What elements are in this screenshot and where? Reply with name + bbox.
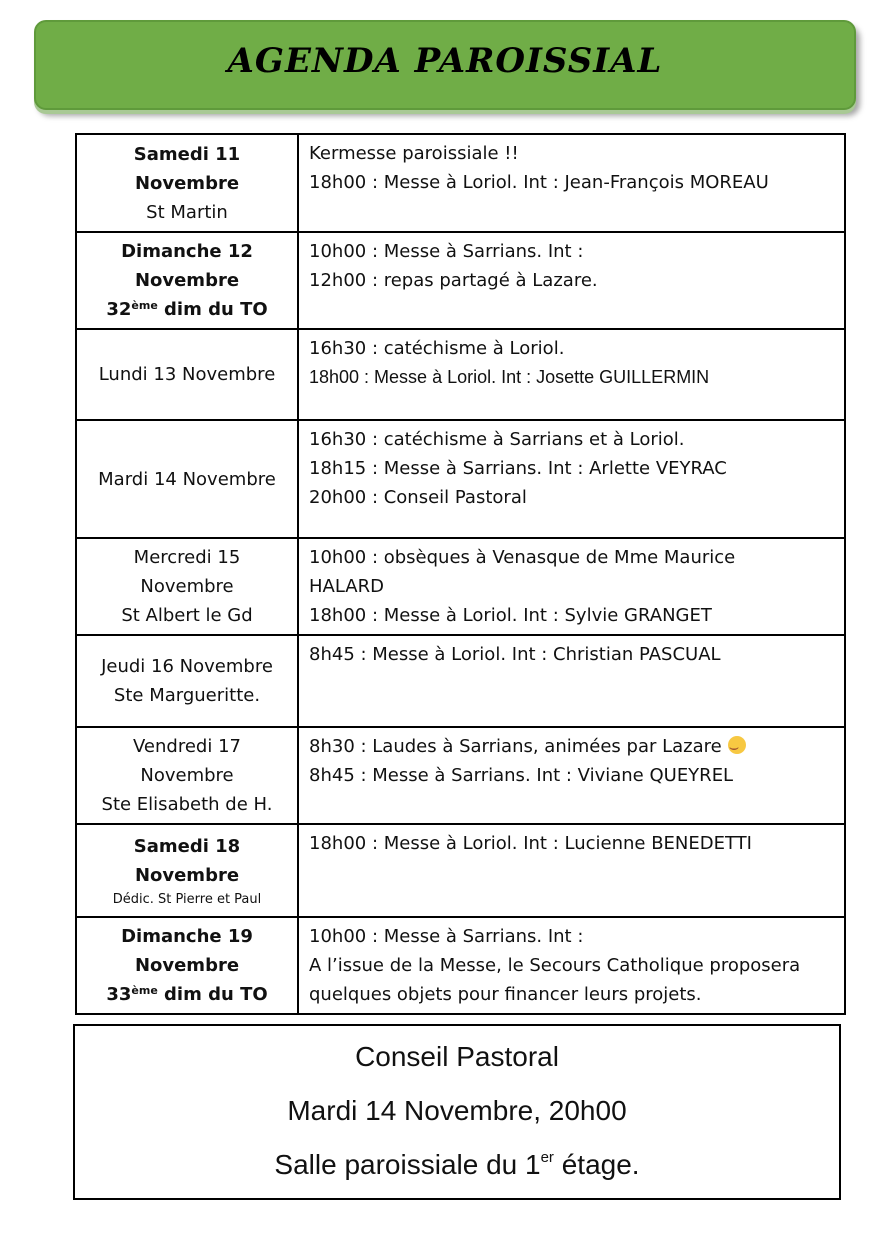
- day-label: Vendredi 17: [133, 736, 241, 757]
- notice-title: Conseil Pastoral: [355, 1041, 559, 1072]
- event-line: 12h00 : repas partagé à Lazare.: [309, 270, 598, 291]
- event-line: quelques objets pour financer leurs projets.: [309, 984, 702, 1005]
- event-line: [309, 732, 834, 761]
- day-saint: Ste Elisabeth de H.: [101, 794, 273, 815]
- events-cell: [298, 727, 845, 824]
- day-month: Novembre: [140, 576, 234, 597]
- ordinal-suffix: ème: [131, 984, 158, 997]
- event-line: 18h00 : Messe à Loriol. Int : Sylvie GRANGET: [309, 605, 712, 626]
- ordinal-suffix: er: [540, 1149, 554, 1166]
- event-line: 18h00 : Messe à Loriol. Int : Josette GUILLERMIN: [309, 367, 710, 387]
- table-row: [76, 824, 845, 917]
- notice-date: Mardi 14 Novembre, 20h00: [287, 1095, 627, 1126]
- day-cell: [76, 635, 298, 727]
- table-row: [76, 917, 845, 1014]
- notice-box: [73, 1024, 841, 1200]
- event-line: 10h00 : obsèques à Venasque de Mme Maurice: [309, 547, 736, 568]
- events-cell: [298, 232, 845, 329]
- notice-place: [75, 1138, 839, 1192]
- day-liturgy: [77, 295, 297, 324]
- day-cell: [76, 329, 298, 420]
- events-cell: [298, 917, 845, 1014]
- smiley-face-icon: [728, 736, 746, 754]
- event-line: 10h00 : Messe à Sarrians. Int :: [309, 926, 584, 947]
- events-cell: [298, 420, 845, 538]
- day-label: Lundi 13 Novembre: [98, 364, 276, 385]
- day-liturgy: [77, 980, 297, 1009]
- agenda-table: [75, 133, 846, 1015]
- day-cell: [76, 917, 298, 1014]
- notice-place-text: Salle paroissiale du 1: [274, 1149, 541, 1180]
- day-label: Samedi 11: [133, 143, 241, 165]
- event-line: 10h00 : Messe à Sarrians. Int :: [309, 241, 584, 262]
- event-line: 18h00 : Messe à Loriol. Int : Lucienne BENEDETTI: [309, 833, 752, 854]
- table-row: [76, 134, 845, 232]
- table-row: [76, 635, 845, 727]
- day-saint: St Albert le Gd: [121, 605, 253, 626]
- day-label: Dimanche 19: [121, 926, 253, 947]
- table-row: [76, 420, 845, 538]
- day-label: Mardi 14 Novembre: [98, 468, 276, 490]
- sunday-label: dim du TO: [157, 299, 268, 320]
- event-line: 18h00 : Messe à Loriol. Int : Jean-François MOREAU: [309, 172, 769, 193]
- day-label: Mercredi 15: [133, 547, 241, 568]
- event-line: A l’issue de la Messe, le Secours Catholique proposera: [309, 955, 801, 976]
- sunday-label: dim du TO: [157, 984, 268, 1005]
- event-line: 18h15 : Messe à Sarrians. Int : Arlette VEYRAC: [309, 458, 727, 479]
- day-cell: [76, 232, 298, 329]
- day-saint: Dédic. St Pierre et Paul: [112, 891, 262, 907]
- day-saint: St Martin: [146, 201, 228, 223]
- day-cell: [76, 538, 298, 635]
- table-row: [76, 232, 845, 329]
- header-banner: [34, 20, 856, 110]
- events-cell: [298, 538, 845, 635]
- events-cell: [298, 824, 845, 917]
- notice-place-floor: étage.: [553, 1149, 640, 1180]
- table-row: [76, 329, 845, 420]
- day-month: Novembre: [134, 172, 240, 194]
- event-line: HALARD: [309, 576, 384, 597]
- day-month: Novembre: [134, 270, 240, 291]
- sunday-number: 33: [106, 984, 132, 1005]
- event-line: 16h30 : catéchisme à Sarrians et à Loriol.: [309, 429, 685, 450]
- sunday-number: 32: [106, 299, 132, 320]
- day-cell: [76, 727, 298, 824]
- day-month: Novembre: [134, 864, 240, 886]
- day-cell: [76, 824, 298, 917]
- page-title: AGENDA PAROISSIAL: [227, 41, 663, 81]
- table-row: [76, 538, 845, 635]
- day-month: Novembre: [134, 955, 240, 976]
- day-saint: Ste Margueritte.: [113, 685, 261, 706]
- event-line: Kermesse paroissiale !!: [309, 143, 519, 164]
- ordinal-suffix: ème: [131, 299, 158, 312]
- day-label: Samedi 18: [133, 835, 241, 857]
- day-cell: [76, 420, 298, 538]
- table-row: [76, 727, 845, 824]
- event-line: 8h45 : Messe à Sarrians. Int : Viviane QUEYREL: [309, 765, 734, 786]
- day-label: Dimanche 12: [121, 241, 253, 262]
- day-label: Jeudi 16 Novembre: [101, 656, 273, 677]
- event-line: 16h30 : catéchisme à Loriol.: [309, 338, 565, 359]
- day-cell: [76, 134, 298, 232]
- day-month: Novembre: [140, 765, 234, 786]
- event-line: 8h45 : Messe à Loriol. Int : Christian PASCUAL: [309, 644, 721, 665]
- events-cell: [298, 635, 845, 727]
- event-line: 20h00 : Conseil Pastoral: [309, 487, 527, 508]
- events-cell: [298, 329, 845, 420]
- event-text: 8h30 : Laudes à Sarrians, animées par Lazare: [309, 736, 722, 757]
- events-cell: [298, 134, 845, 232]
